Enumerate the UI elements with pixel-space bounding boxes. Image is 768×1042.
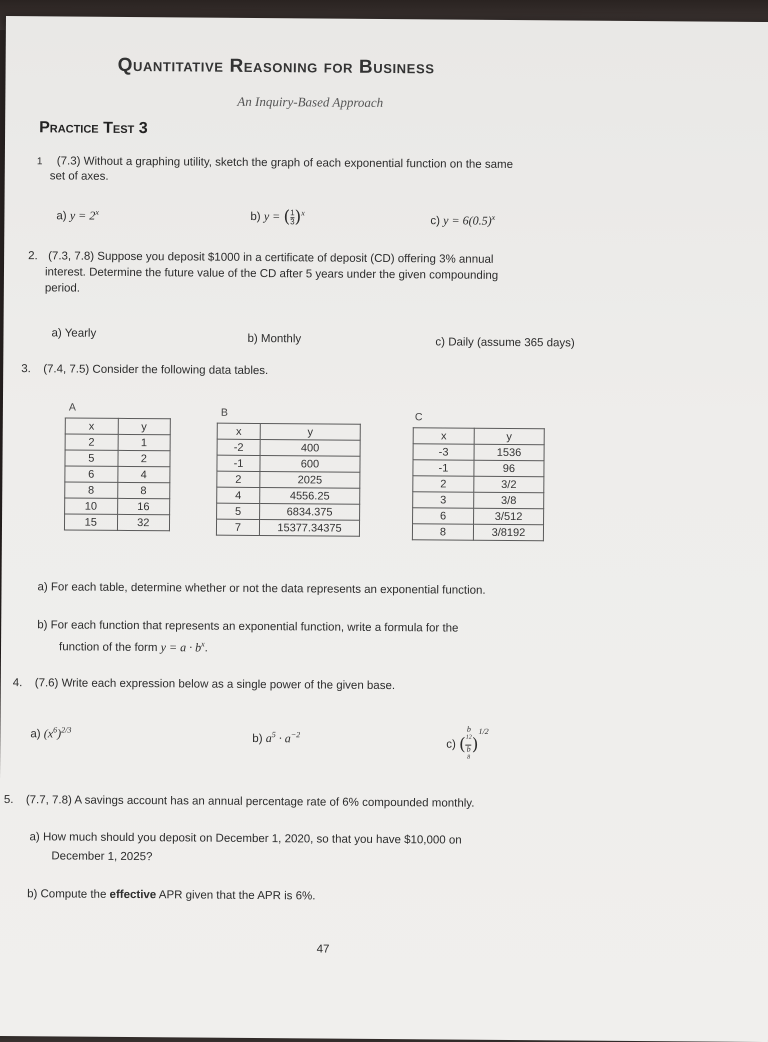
question-3-part-b-line1: b) For each function that represents an exponential function, write a formula for the bbox=[37, 619, 459, 635]
table-row bbox=[65, 434, 170, 451]
question-3-part-a: a) For each table, determine whether or not the data represents an exponential function. bbox=[37, 581, 486, 597]
table-cell: -1 bbox=[413, 460, 474, 476]
question-1-number: 1 bbox=[36, 156, 43, 168]
table-b-label: B bbox=[220, 406, 228, 419]
table-cell: 8 bbox=[117, 482, 170, 498]
fraction: $\frac{1}{3}$ bbox=[290, 207, 295, 226]
formula: y = a · b bbox=[160, 640, 202, 655]
question-4 bbox=[13, 676, 395, 695]
page-number: 47 bbox=[316, 943, 330, 956]
table-cell: 2 bbox=[217, 471, 260, 487]
question-5-part-a-line1: a) How much should you deposit on December 1, 2020, so that you have $10,000 on bbox=[29, 831, 462, 847]
table-cell: 1536 bbox=[474, 444, 544, 461]
option-label: b) bbox=[250, 210, 261, 224]
header-cell: y bbox=[474, 428, 544, 445]
header-cell: x bbox=[413, 428, 474, 444]
question-1-option-c bbox=[430, 212, 495, 228]
table-row bbox=[64, 514, 169, 531]
question-5 bbox=[4, 793, 475, 812]
table-cell: 6 bbox=[413, 508, 474, 524]
option-expression: y = 2 bbox=[69, 208, 96, 223]
question-2-text-line2: interest. Determine the future value of the CD after 5 years under the given compounding bbox=[44, 266, 499, 282]
table-cell: 6 bbox=[65, 466, 118, 482]
section-heading: Practice Test 3 bbox=[39, 119, 148, 138]
option-label: a) bbox=[56, 210, 67, 223]
question-2-text-line3: period. bbox=[44, 282, 81, 295]
table-cell: 1 bbox=[118, 434, 171, 450]
question-1-text-line2: set of axes. bbox=[49, 170, 109, 183]
table-cell: 3 bbox=[413, 492, 474, 508]
exponent: x bbox=[95, 207, 99, 217]
question-5-text: (7.7, 7.8) A savings account has an annual percentage rate of 6% compounded monthly. bbox=[25, 794, 475, 810]
table-a-label: A bbox=[68, 401, 76, 414]
option-expression: y = bbox=[263, 209, 281, 224]
table-row bbox=[216, 519, 359, 536]
exponent: x bbox=[491, 212, 496, 222]
table-cell: 3/2 bbox=[474, 476, 544, 493]
table-cell: 3/8192 bbox=[473, 524, 543, 541]
table-c-label: C bbox=[414, 411, 423, 424]
table-cell: 2 bbox=[65, 434, 118, 450]
fraction: b $^{12}$ b $^8$ bbox=[465, 724, 472, 761]
table-row bbox=[413, 444, 544, 461]
header-cell: y bbox=[260, 424, 360, 441]
question-4-option-c: c) ( b $^{12}$ b $^8$ )$^{1/2}$ bbox=[446, 725, 489, 764]
question-3-number: 3. bbox=[21, 363, 31, 376]
table-cell: -3 bbox=[413, 444, 474, 460]
question-3-part-b-line2: function of the form $y = a \cdot b^x$. bbox=[58, 639, 208, 655]
paper-page bbox=[0, 16, 768, 1042]
table-row bbox=[65, 450, 170, 467]
question-4-number: 4. bbox=[12, 677, 23, 690]
page-subtitle: An Inquiry-Based Approach bbox=[237, 93, 384, 110]
table-row bbox=[413, 508, 544, 525]
table-cell: 32 bbox=[117, 514, 170, 530]
question-2-number: 2. bbox=[28, 250, 38, 263]
table-header-row bbox=[65, 418, 170, 435]
question-5-part-b: b) Compute the effective APR given that the APR is 6%. bbox=[27, 888, 316, 903]
table-header-row bbox=[413, 428, 544, 445]
question-2-option-a: a) Yearly bbox=[51, 327, 97, 340]
question-5-number: 5. bbox=[3, 794, 14, 807]
table-cell: 15 bbox=[64, 514, 117, 530]
table-cell: 2025 bbox=[260, 472, 360, 489]
option-expression: y = 6(0.5) bbox=[443, 213, 492, 228]
question-2-option-c: c) Daily (assume 365 days) bbox=[435, 336, 575, 350]
table-cell: 10 bbox=[65, 498, 118, 514]
table-header-row bbox=[217, 423, 360, 440]
table-cell: 2 bbox=[117, 450, 170, 466]
question-3-text: (7.4, 7.5) Consider the following data tables. bbox=[43, 363, 269, 378]
table-cell: 4 bbox=[117, 466, 170, 482]
question-1-text-line1: (7.3) Without a graphing utility, sketch the graph of each exponential function on the same bbox=[56, 155, 514, 171]
table-row bbox=[217, 487, 360, 504]
table-cell: -2 bbox=[217, 439, 260, 455]
table-row bbox=[217, 471, 360, 488]
page-title: Quantitative Reasoning for Business bbox=[117, 54, 435, 79]
question-1-option-a bbox=[56, 207, 99, 223]
table-row bbox=[412, 524, 543, 541]
table-cell: 6834.375 bbox=[260, 504, 360, 521]
table-row bbox=[65, 498, 170, 515]
question-4-option-a: a) $(x^6)^{2/3}$ bbox=[30, 725, 72, 741]
question-4-option-b: b) $a^5 \cdot a^{-2}$ bbox=[252, 730, 301, 746]
table-cell: 5 bbox=[65, 450, 118, 466]
question-2-option-b: b) Monthly bbox=[247, 332, 302, 346]
table-cell: 3/512 bbox=[474, 508, 544, 525]
question-3 bbox=[21, 362, 268, 379]
table-row bbox=[217, 503, 360, 520]
table-cell: 3/8 bbox=[474, 492, 544, 509]
table-row bbox=[217, 439, 360, 456]
header-cell: x bbox=[65, 418, 118, 434]
header-cell: x bbox=[217, 423, 260, 439]
table-row bbox=[413, 460, 544, 477]
question-5-part-a-line2: December 1, 2025? bbox=[51, 850, 153, 864]
table-cell: 4556.25 bbox=[260, 488, 360, 505]
table-cell: 96 bbox=[474, 460, 544, 477]
data-table-a bbox=[64, 417, 171, 531]
table-row bbox=[65, 466, 170, 483]
table-cell: 7 bbox=[216, 519, 259, 535]
table-row bbox=[65, 482, 170, 499]
question-2-text-line1: (7.3, 7.8) Suppose you deposit $1000 in a certificate of deposit (CD) offering 3% annual bbox=[48, 250, 494, 266]
data-table-b bbox=[216, 423, 361, 537]
table-cell: 600 bbox=[260, 456, 360, 473]
table-cell: 400 bbox=[260, 440, 360, 457]
exponent: x bbox=[301, 208, 305, 218]
question-1-option-b: b) y = ( $\frac{1}{3}$ )$^x$ bbox=[250, 207, 305, 228]
data-table-c bbox=[412, 427, 545, 541]
table-row bbox=[413, 492, 544, 509]
table-cell: 8 bbox=[65, 482, 118, 498]
table-row bbox=[217, 455, 360, 472]
option-label: c) bbox=[430, 215, 441, 228]
table-cell: 4 bbox=[217, 487, 260, 503]
table-cell: 2 bbox=[413, 476, 474, 492]
table-cell: 15377.34375 bbox=[259, 520, 359, 537]
question-4-text: (7.6) Write each expression below as a single power of the given base. bbox=[34, 677, 396, 693]
table-cell: 8 bbox=[412, 524, 473, 540]
table-row bbox=[413, 476, 544, 493]
table-cell: 5 bbox=[217, 503, 260, 519]
table-cell: 16 bbox=[117, 498, 170, 514]
header-cell: y bbox=[118, 418, 171, 434]
table-cell: -1 bbox=[217, 455, 260, 471]
